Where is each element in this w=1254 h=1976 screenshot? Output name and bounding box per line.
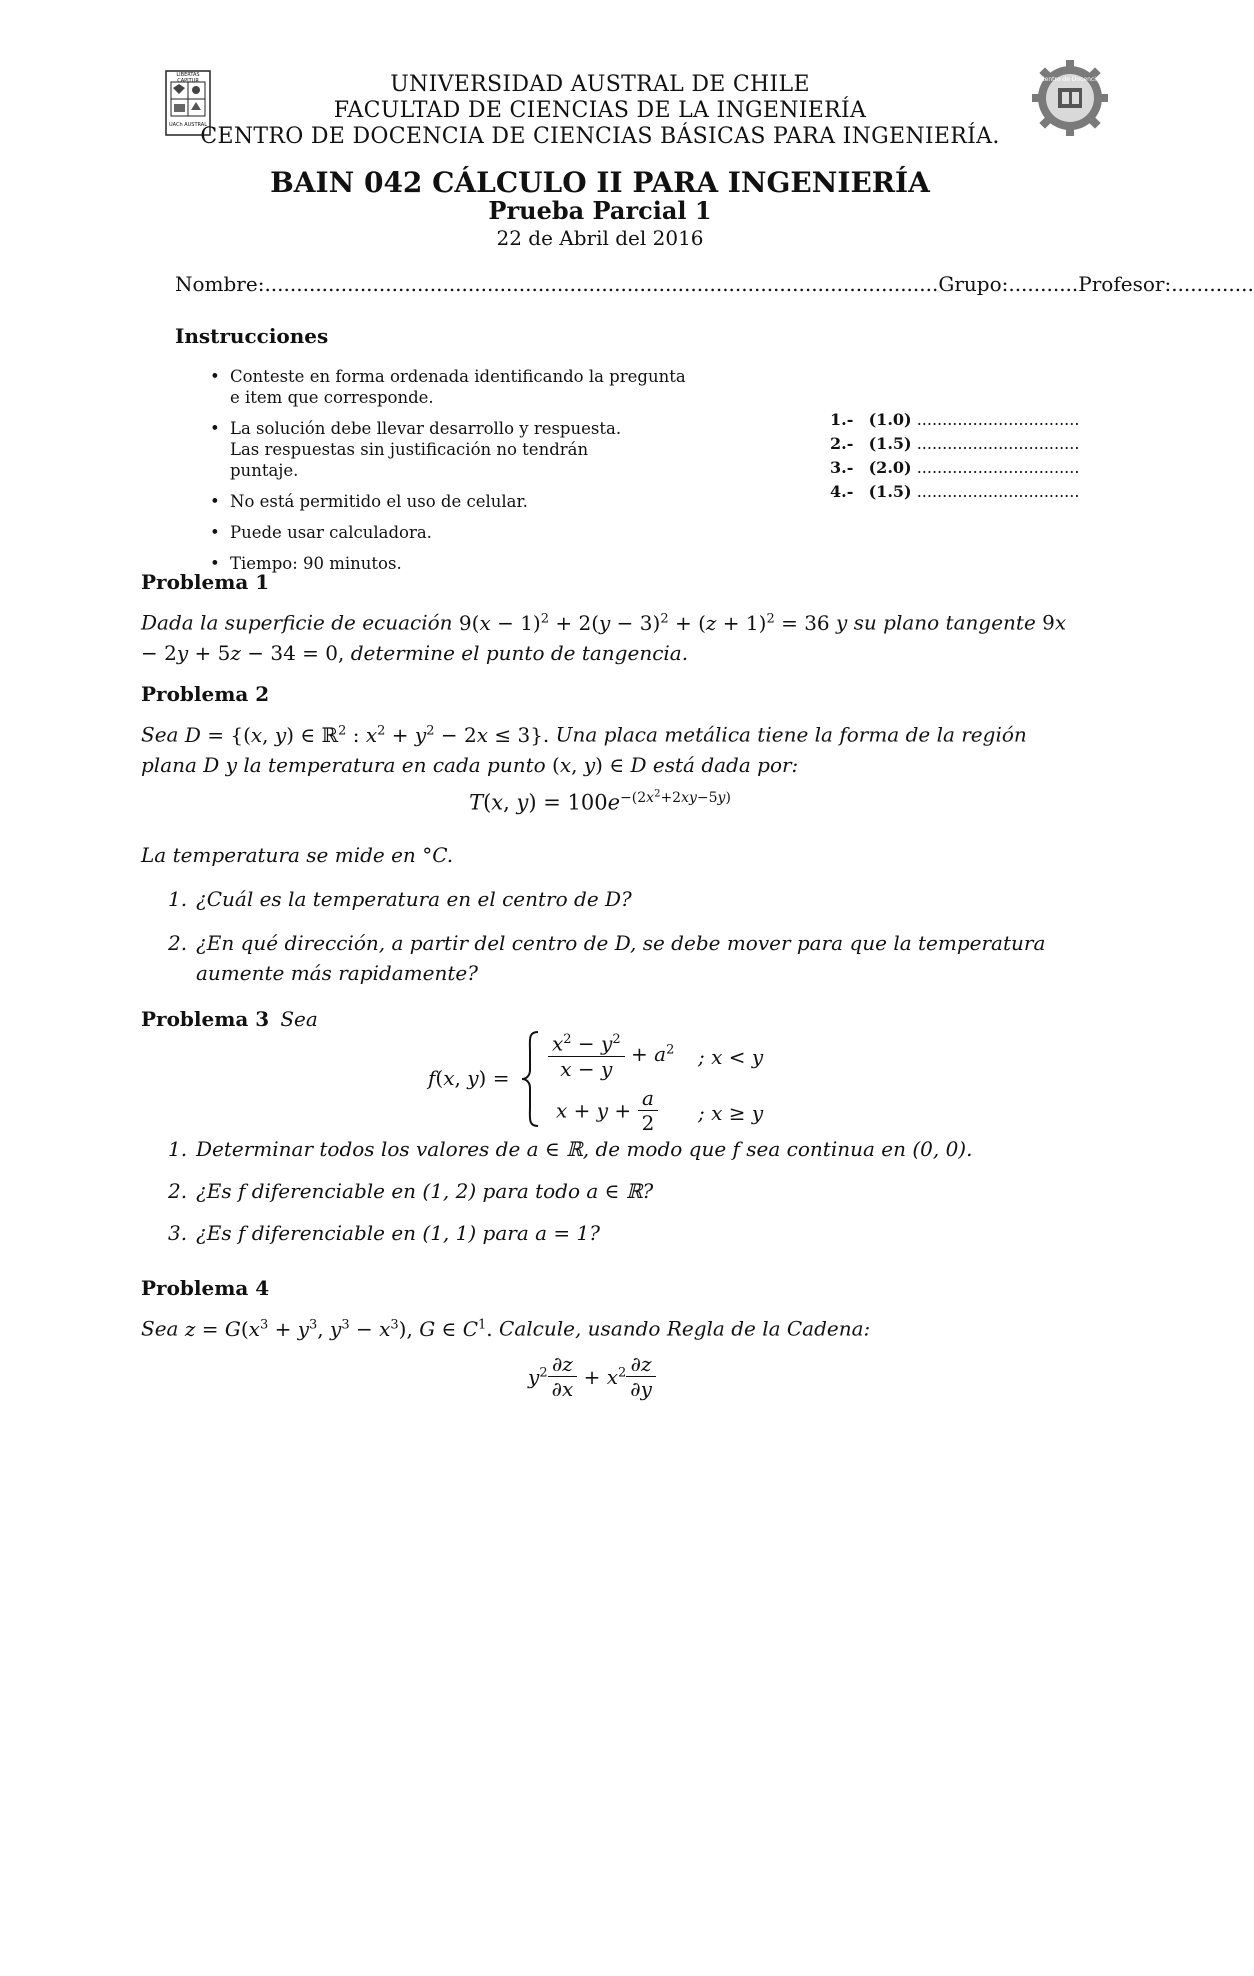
problem-4-text: Sea $z = G(x^3 + y^3$, $y^3 - x^3$), G ∈ $C^1$. Calcule, usando Regla de la Cadena:	[141, 1316, 871, 1341]
problem-2-heading: Problema 2	[141, 682, 270, 706]
problem-2-text: Sea D = {(x, y) ∈ ℝ$^2$ : $x^2 + y^2 - 2x \le 3$}. Una placa metálica tiene la forma de la región plana D y la temperatura en cada punto (x, y) ∈ D está dada por:	[141, 722, 1027, 777]
exam-subtitle: Prueba Parcial 1	[488, 196, 712, 225]
problem-3-item: 2. ¿Es f diferenciable en (1, 2) para todo a ∈ ℝ?	[168, 1179, 654, 1203]
problem-4-heading: Problema 4	[141, 1276, 270, 1300]
problem-2-item: 2. ¿En qué dirección, a partir del centro de D, se debe mover para que la temperatura aumente más rapidamente?	[168, 931, 1046, 985]
problem-3-heading-line	[141, 1004, 318, 1034]
instruction-item: • Puede usar calculadora.	[210, 522, 690, 543]
instructions-list	[210, 366, 690, 574]
problem-1-heading: Problema 1	[141, 570, 270, 594]
problem-2-item: 1. ¿Cuál es la temperatura en el centro de D?	[168, 887, 632, 911]
instructions-heading: Instrucciones	[175, 324, 329, 348]
grupo-label: Grupo:	[938, 272, 1009, 296]
logo-text-top: LIBERTAS CAPITUR	[176, 72, 200, 84]
instruction-item: • Conteste en forma ordenada identificando la pregunta e item que corresponde.	[210, 366, 690, 408]
logo-ring-text: Centro de Docencia	[1040, 76, 1100, 83]
score-row: 1.- (1.0) ................................	[830, 410, 1080, 429]
nombre-dots[interactable]: ..........................................................................................................	[264, 272, 939, 296]
instruction-item: • Tiempo: 90 minutos.	[210, 553, 690, 574]
student-info-line[interactable]	[175, 272, 1254, 296]
score-row: 3.- (2.0) ................................	[830, 458, 1080, 477]
profesor-label: Profesor:	[1078, 272, 1172, 296]
problem-3-items	[168, 1134, 1068, 1248]
piecewise-function: f(x, y) = $\frac{x^2 - y^2}{x - y}$ + $a^2$ x + y + $\frac{a}{2}$ ; x < y ; x ≥ y	[428, 1026, 828, 1132]
nombre-label: Nombre:	[175, 272, 265, 296]
header-faculty: FACULTAD DE CIENCIAS DE LA INGENIERÍA	[333, 98, 867, 123]
score-row: 2.- (1.5) ................................	[830, 434, 1080, 453]
temperature-units: La temperatura se mide en °C.	[141, 843, 454, 867]
problem-3-sea: Sea	[280, 1007, 318, 1031]
course-title: BAIN 042 CÁLCULO II PARA INGENIERÍA	[270, 166, 930, 199]
condition-1: ; x < y	[698, 1045, 764, 1069]
exam-date: 22 de Abril del 2016	[496, 226, 704, 250]
header-center: CENTRO DE DOCENCIA DE CIENCIAS BÁSICAS PARA INGENIERÍA.	[200, 124, 1000, 149]
score-table	[830, 408, 1130, 504]
score-row: 4.- (1.5) ................................	[830, 482, 1080, 501]
problem-2-items	[168, 884, 1068, 988]
problem-3-heading: Problema 3	[141, 1007, 270, 1031]
instruction-item: • No está permitido el uso de celular.	[210, 491, 690, 512]
condition-2: ; x ≥ y	[698, 1101, 764, 1125]
grupo-dots[interactable]: ...........	[1008, 272, 1079, 296]
temperature-formula: T(x, $y) = 100e^{-(2x^2+2xy-5y)}$	[469, 788, 731, 815]
logo-text-bottom: UACh AUSTRAL	[168, 122, 208, 128]
profesor-dots[interactable]: .............	[1171, 272, 1254, 296]
problem-3-item: 3. ¿Es f diferenciable en (1, 1) para a = 1?	[168, 1221, 600, 1245]
header-university: UNIVERSIDAD AUSTRAL DE CHILE	[390, 72, 810, 97]
problem-3-item: 1. Determinar todos los valores de a ∈ ℝ, de modo que f sea continua en (0, 0).	[168, 1137, 973, 1161]
instruction-item: • La solución debe llevar desarrollo y respuesta. Las respuestas sin justificación no tendrán puntaje.	[210, 418, 650, 481]
chain-rule-expression: $y^2$ $\frac{\partial z}{\partial x}$ + $x^2$ $\frac{\partial z}{\partial y}$	[528, 1352, 656, 1401]
problem-1-text: Dada la superficie de ecuación $9(x - 1)^2 + 2(y - 3)^2 + (z + 1)^2 = 36$ y su plano tangente 9x − 2y + 5z − 34 = 0, determine el punto de tangencia.	[141, 610, 1067, 665]
